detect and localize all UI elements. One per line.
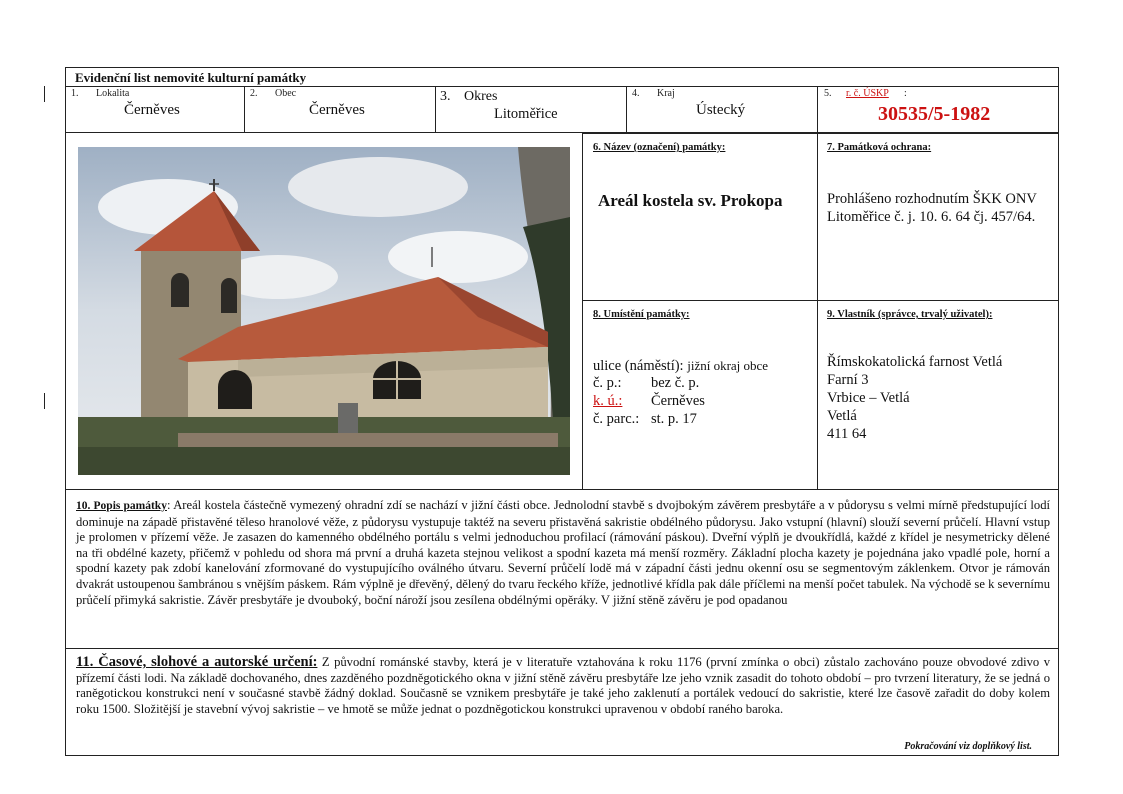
kraj-num: 4. — [632, 88, 640, 99]
obec-label: Obec — [275, 88, 297, 99]
sec8-cp-label: č. p.: — [593, 375, 622, 391]
sec8-cp-row — [593, 375, 699, 393]
church-photo — [78, 147, 570, 475]
margin-mark-bottom — [44, 393, 45, 409]
sec6-header: 6. Název (označení) památky: — [593, 142, 726, 153]
sec10-content — [76, 498, 1050, 608]
sec9-header: 9. Vlastník (správce, trvalý uživatel): — [827, 309, 993, 320]
lokalita-num: 1. — [71, 88, 79, 99]
sec9-line3: Vrbice – Vetlá — [827, 390, 910, 406]
sec8-ulice-value: jižní okraj obce — [687, 358, 769, 373]
sec8-ulice-row — [593, 357, 768, 376]
sec11-label: 11. Časové, slohové a autorské určení: — [76, 654, 318, 670]
sec10-text: : Areál kostela částečně vymezený ohradní zdí se nachází v jižní části obce. Jednolodní stavbě s dvojbokým závěrem presbytáře a v půdorysu s velmi mírně předstupující lodí dominuje na západě přistavěné těleso hranolové věže, z půdorysu vystupuje taktéž na severu přistavěná sakristie obdélného půdorysu. Jako vstupní (hlavní) slouží severní průčelí. Hlavní vstup je prolomen v přízemí věže. Je zasazen do kamenného obdélného portálu s velmi jednoduchou profilací (rámování páskou). Dveřní výplň je dvoukřídlá, každé z křídel je nesymetricky dělené na tři obdélné kazety, přičemž v pohledu od shora má první a druhá kazeta stejnou velikost a spodní kazeta má menší rozměry. Základní plocha kazety je pojednána jako vpadlé pole, horní a spodní kazety pak zdobí kanelování zformované do vystupujícího oválného útvaru. Severní průčelí lodě má v západní části jednu okenní osu se segmentovým záklenkem. Otvor je rámován dvakrát ustoupenou šambránou s vnějším páskem. Rám výplně je dřevěný, dělený do tvaru řeckého kříže, jednotlivé křídla pak dále příčlemi na menší počet tabulek. Na východě se k severnímu průčelí přimyká sakristie. Závěr presbytáře je dvouboký, boční nároží jsou zesílena obdélnými opěráky. V jižní stěně závěru je pod opadanou — [76, 498, 1050, 607]
lokalita-value: Černěves — [124, 102, 180, 118]
field-okres — [435, 86, 627, 133]
sec8-ku-value: Černěves — [651, 393, 705, 409]
sec7-box — [817, 133, 1059, 301]
field-rc-uskp — [817, 86, 1059, 133]
sec8-box — [582, 300, 818, 490]
church-illustration — [78, 147, 570, 475]
field-kraj — [626, 86, 818, 133]
kraj-label: Kraj — [657, 88, 675, 99]
obec-num: 2. — [250, 88, 258, 99]
rc-colon: : — [904, 88, 907, 99]
rc-num: 5. — [824, 88, 832, 99]
sec8-ulice-label: ulice (náměstí): — [593, 358, 684, 374]
sec9-line5: 411 64 — [827, 426, 867, 442]
sec9-box — [817, 300, 1059, 490]
continuation-note: Pokračování viz doplňkový list. — [904, 741, 1032, 752]
okres-num: 3. — [440, 89, 451, 104]
sec9-line2: Farní 3 — [827, 372, 869, 388]
sec8-parc-row — [593, 411, 697, 429]
obec-value: Černěves — [309, 102, 365, 118]
form-title: Evidenční list nemovité kulturní památky — [75, 70, 307, 85]
margin-mark-top — [44, 86, 45, 102]
sec9-line1: Římskokatolická farnost Vetlá — [827, 354, 1003, 370]
sec9-line4: Vetlá — [827, 408, 857, 424]
sec8-parc-label: č. parc.: — [593, 411, 640, 427]
sec8-parc-value: st. p. 17 — [651, 411, 697, 427]
photo-frame-left — [65, 133, 66, 490]
sec8-cp-value: bez č. p. — [651, 375, 700, 391]
sec6-box — [582, 133, 818, 301]
sec8-ku-label: k. ú.: — [593, 393, 623, 409]
rc-value: 30535/5-1982 — [878, 103, 991, 125]
sec8-header: 8. Umístění památky: — [593, 309, 690, 320]
kraj-value: Ústecký — [696, 102, 746, 118]
sec11-text: Z původní románské stavby, která je v literatuře vztahována k roku 1176 (první zmínka o obci) zůstalo zachováno pouze obvodové zdivo v přízemí části lodi. Na základě dochovaného, dnes zazděného pozdněgotického okna v jižní stěně závěru presbytáře lze jeho vznik zasadit do tohoto období – pro tvrzení literatury, že se jedná o raněgotickou konstrukci není v současné stavbě žádný doklad. Současně se vznikem presbytáře je také jeho zaklenutí a portálek vedoucí do sakristie, které lze časově zařadit do doby kolem roku 1500. Složitější je stavební vývoj sakristie – ve hmotě se může jednat o pozdněgotickou konstrukci upravenou v období raného baroka. — [76, 655, 1050, 716]
rc-label: r. č. ÚSKP — [846, 88, 889, 99]
sec10-box — [65, 489, 1059, 649]
sec11-box — [65, 648, 1059, 756]
lokalita-label: Lokalita — [96, 88, 130, 99]
okres-value: Litoměřice — [494, 106, 558, 122]
sec6-value: Areál kostela sv. Prokopa — [598, 191, 783, 210]
sec8-ku-row — [593, 393, 705, 411]
field-obec — [244, 86, 436, 133]
form-title-box — [65, 67, 1059, 87]
field-lokalita — [65, 86, 245, 133]
sec7-value: Prohlášeno rozhodnutím ŠKK ONV Litoměřice č. j. 10. 6. 64 čj. 457/64. — [827, 191, 1037, 225]
okres-label: Okres — [464, 89, 498, 104]
sec11-content — [76, 655, 1050, 717]
sec7-header: 7. Památková ochrana: — [827, 142, 932, 153]
sec10-label: 10. Popis památky — [76, 500, 167, 512]
